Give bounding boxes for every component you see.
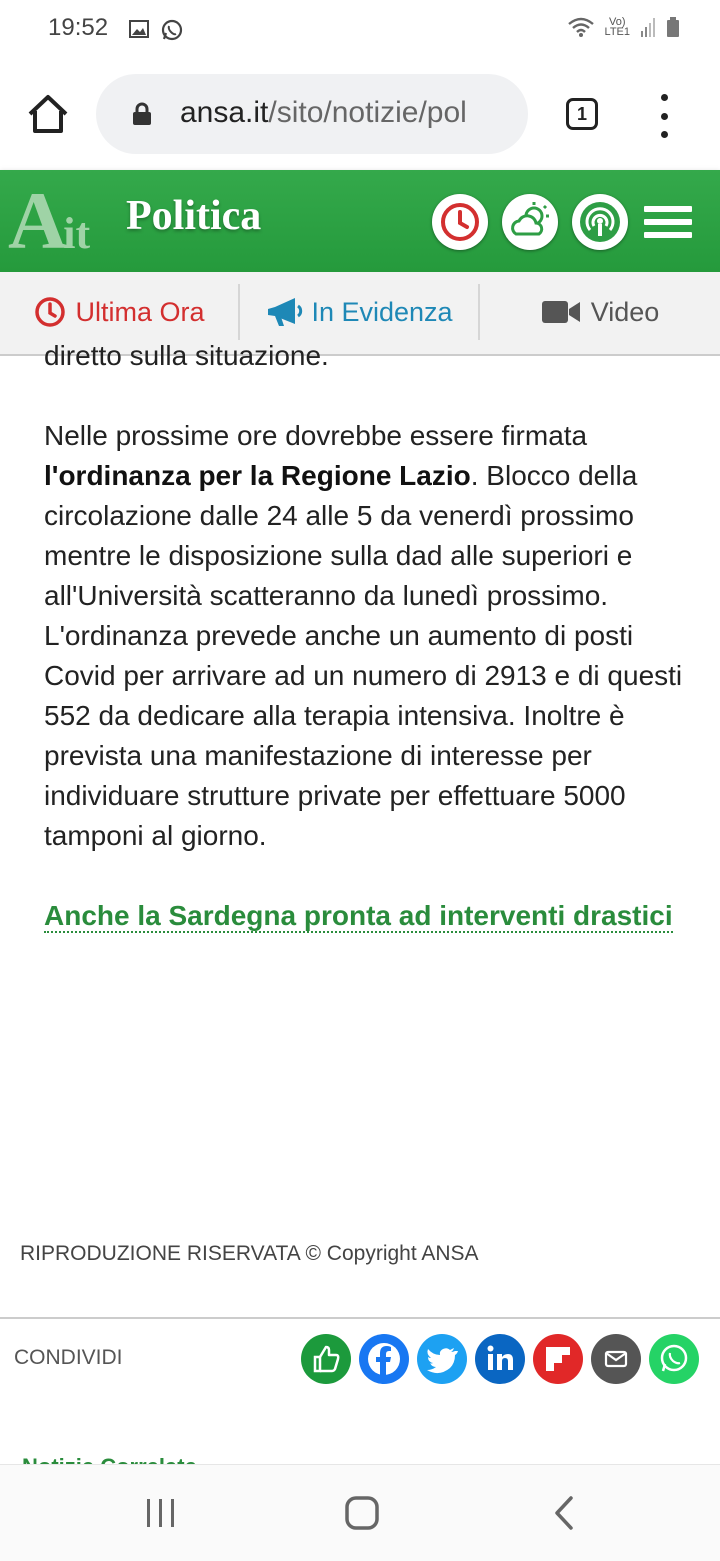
url-path: /sito/notizie/pol [268, 96, 467, 129]
facebook-share-button[interactable] [359, 1334, 409, 1384]
recent-apps-icon[interactable] [144, 1497, 178, 1529]
ansa-logo[interactable]: Ait [8, 175, 91, 266]
latest-news-clock-icon[interactable] [432, 194, 488, 250]
hamburger-menu-icon[interactable] [644, 206, 692, 238]
browser-menu-icon[interactable] [654, 94, 674, 138]
gallery-icon [128, 18, 150, 40]
wifi-icon [567, 16, 595, 38]
thumbs-up-icon [301, 1334, 351, 1384]
weather-icon[interactable] [502, 194, 558, 250]
bold-text: l'ordinanza per la Regione Lazio [44, 460, 471, 491]
signal-icon [640, 16, 656, 38]
battery-icon [666, 16, 680, 38]
twitter-icon [417, 1334, 467, 1384]
whatsapp-icon [649, 1334, 699, 1384]
like-button[interactable] [301, 1334, 351, 1384]
megaphone-icon [265, 295, 305, 329]
status-notifications [128, 18, 184, 42]
home-icon[interactable] [26, 92, 70, 136]
linkedin-share-button[interactable] [475, 1334, 525, 1384]
status-bar [0, 0, 720, 60]
whatsapp-share-button[interactable] [649, 1334, 699, 1384]
linkedin-icon [475, 1334, 525, 1384]
article-related-link-paragraph [44, 896, 684, 936]
email-share-button[interactable] [591, 1334, 641, 1384]
browser-toolbar [0, 60, 720, 170]
copyright-notice: RIPRODUZIONE RISERVATA © Copyright ANSA [20, 1242, 479, 1265]
url-host: ansa.it [180, 96, 269, 129]
flipboard-share-button[interactable] [533, 1334, 583, 1384]
nav-in-evidenza-label: In Evidenza [311, 296, 453, 327]
section-title: Politica [126, 193, 262, 239]
address-bar[interactable] [96, 74, 528, 154]
divider [0, 1317, 720, 1319]
article-viewport [0, 340, 720, 1354]
status-system-icons [567, 16, 680, 38]
article-paragraph: Nelle prossime ore dovrebbe essere firmata l'ordinanza per la Regione Lazio. Blocco della circolazione dalle 24 alle 5 da venerdì prossimo mentre le disposizione sulla dad alle superiori e all'Università scatteranno da lunedì prossimo. L'ordinanza prevede anche un aumento di posti Covid per arrivare ad un numero di 2913 e di questi 552 da dedicare alla terapia intensiva. Inoltre è prevista una manifestazione di interesse per individuare strutture private per effettuare 5000 tamponi al giorno. [44, 420, 683, 851]
flipboard-icon [533, 1334, 583, 1384]
article-body [44, 336, 684, 976]
video-camera-icon [541, 299, 581, 325]
share-label: CONDIVIDI [14, 1346, 123, 1369]
system-nav-bar [0, 1464, 720, 1561]
facebook-icon [359, 1334, 409, 1384]
status-time: 19:52 [48, 14, 109, 41]
home-nav-icon[interactable] [344, 1495, 380, 1531]
tab-switcher-button[interactable]: 1 [566, 98, 598, 130]
podcast-icon[interactable] [572, 194, 628, 250]
nav-video-label: Video [590, 296, 660, 327]
whatsapp-notification-icon [160, 18, 184, 42]
url-text [180, 96, 520, 130]
article-paragraph-previous: diretto sulla situazione. [44, 340, 329, 371]
twitter-share-button[interactable] [417, 1334, 467, 1384]
related-article-link[interactable]: Anche la Sardegna pronta ad interventi drastici [44, 900, 673, 931]
nav-ultima-ora-label: Ultima Ora [75, 296, 205, 327]
site-header [0, 170, 720, 272]
back-icon[interactable] [552, 1495, 576, 1531]
email-icon [591, 1334, 641, 1384]
network-type: Vo) LTE1 [604, 16, 630, 38]
lock-icon [132, 102, 152, 126]
clock-icon [33, 295, 67, 329]
